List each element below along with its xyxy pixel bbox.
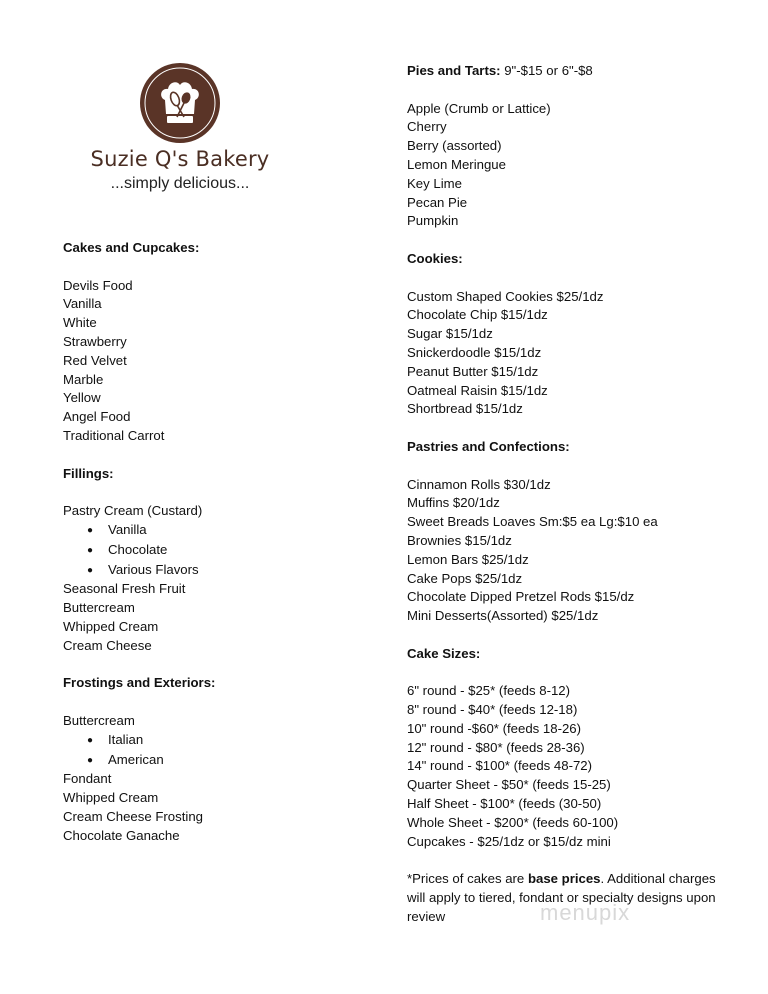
list-item: Devils Food: [63, 277, 133, 293]
chef-hat-whisk-spoon-icon: [139, 62, 221, 144]
list-item: Pastry Cream (Custard): [63, 503, 203, 519]
list-item: Mini Desserts(Assorted) $25/1dz: [407, 608, 599, 624]
list-item: Quarter Sheet - $50* (feeds 15-25): [407, 777, 611, 793]
bullet-icon: ●: [87, 544, 94, 556]
list-item: Strawberry: [63, 333, 127, 349]
list-item: Sugar $15/1dz: [407, 326, 493, 342]
list-item: Peanut Butter $15/1dz: [407, 363, 539, 379]
cookies-heading: Cookies:: [407, 250, 463, 266]
list-item: Cake Pops $25/1dz: [407, 570, 523, 586]
tagline: ...simply delicious...: [110, 175, 250, 192]
cakes-heading: Cakes and Cupcakes:: [63, 240, 200, 255]
pies-price: 9"-$15 or 6"-$8: [500, 63, 593, 78]
list-item: Whole Sheet - $200* (feeds 60-100): [407, 814, 619, 830]
pastries-heading: Pastries and Confections:: [407, 438, 570, 454]
list-item: Custom Shaped Cookies $25/1dz: [407, 288, 604, 304]
bullet-item: ● American: [63, 751, 363, 771]
list-item: Seasonal Fresh Fruit: [63, 581, 186, 597]
bullet-icon: ●: [87, 754, 94, 766]
list-item: Apple (Crumb or Lattice): [407, 100, 551, 116]
list-item: Yellow: [63, 390, 101, 406]
right-menu-column: [407, 62, 717, 927]
list-item: Shortbread $15/1dz: [407, 401, 523, 417]
list-item: White: [63, 315, 97, 331]
list-item: Lemon Bars $25/1dz: [407, 551, 529, 567]
bullet-item: ● Vanilla: [63, 521, 363, 541]
list-item: 8" round - $40* (feeds 12-18): [407, 702, 578, 718]
bakery-logo: [80, 62, 280, 193]
list-item: 10" round -$60* (feeds 18-26): [407, 720, 582, 736]
cake-sizes-heading: Cake Sizes:: [407, 645, 481, 661]
pies-heading: Pies and Tarts:: [407, 63, 501, 78]
fillings-heading: Fillings:: [63, 465, 114, 481]
list-item: Berry (assorted): [407, 138, 502, 154]
list-item: Chocolate Dipped Pretzel Rods $15/dz: [407, 589, 635, 605]
list-item: Red Velvet: [63, 352, 127, 368]
list-item: Chocolate Ganache: [63, 827, 180, 843]
list-item: 12" round - $80* (feeds 28-36): [407, 739, 585, 755]
list-item: Key Lime: [407, 175, 462, 191]
list-item: Vanilla: [63, 296, 102, 312]
bullet-item: ● Chocolate: [63, 541, 363, 561]
list-item: Muffins $20/1dz: [407, 495, 500, 511]
list-item: Cherry: [407, 119, 447, 135]
left-menu-column: [63, 239, 363, 846]
list-item: Sweet Breads Loaves Sm:$5 ea Lg:$10 ea: [407, 514, 658, 530]
bullet-icon: ●: [87, 734, 94, 746]
bullet-item: ● Various Flavors: [63, 561, 363, 581]
list-item: 14" round - $100* (feeds 48-72): [407, 758, 593, 774]
brand-name: Suzie Q's Bakery: [90, 147, 270, 171]
list-item: Pumpkin: [407, 213, 459, 229]
list-item: Oatmeal Raisin $15/1dz: [407, 382, 548, 398]
list-item: Pecan Pie: [407, 194, 468, 210]
list-item: Buttercream: [63, 712, 135, 728]
list-item: Cinnamon Rolls $30/1dz: [407, 476, 551, 492]
list-item: 6" round - $25* (feeds 8-12): [407, 683, 571, 699]
pricing-note: *Prices of cakes are base prices. Additional charges will apply to tiered, fondant or specialty designs upon review: [407, 871, 716, 924]
bullet-item: ● Italian: [63, 731, 363, 751]
list-item: Angel Food: [63, 409, 131, 425]
list-item: Lemon Meringue: [407, 156, 506, 172]
list-item: Chocolate Chip $15/1dz: [407, 307, 548, 323]
list-item: Marble: [63, 371, 104, 387]
list-item: Whipped Cream: [63, 618, 159, 634]
list-item: Traditional Carrot: [63, 427, 165, 443]
list-item: Whipped Cream: [63, 790, 159, 806]
pies-heading-line: [407, 62, 717, 81]
list-item: Half Sheet - $100* (feeds (30-50): [407, 796, 602, 812]
bullet-icon: ●: [87, 564, 94, 576]
list-item: Snickerdoodle $15/1dz: [407, 344, 542, 360]
list-item: Cream Cheese: [63, 637, 152, 653]
list-item: Brownies $15/1dz: [407, 532, 512, 548]
bullet-icon: ●: [87, 524, 94, 536]
list-item: Cupcakes - $25/1dz or $15/dz mini: [407, 833, 611, 849]
frostings-heading: Frostings and Exteriors:: [63, 675, 216, 691]
list-item: Buttercream: [63, 600, 135, 616]
list-item: Cream Cheese Frosting: [63, 808, 203, 824]
watermark: menupix: [540, 900, 631, 925]
list-item: Fondant: [63, 771, 112, 787]
